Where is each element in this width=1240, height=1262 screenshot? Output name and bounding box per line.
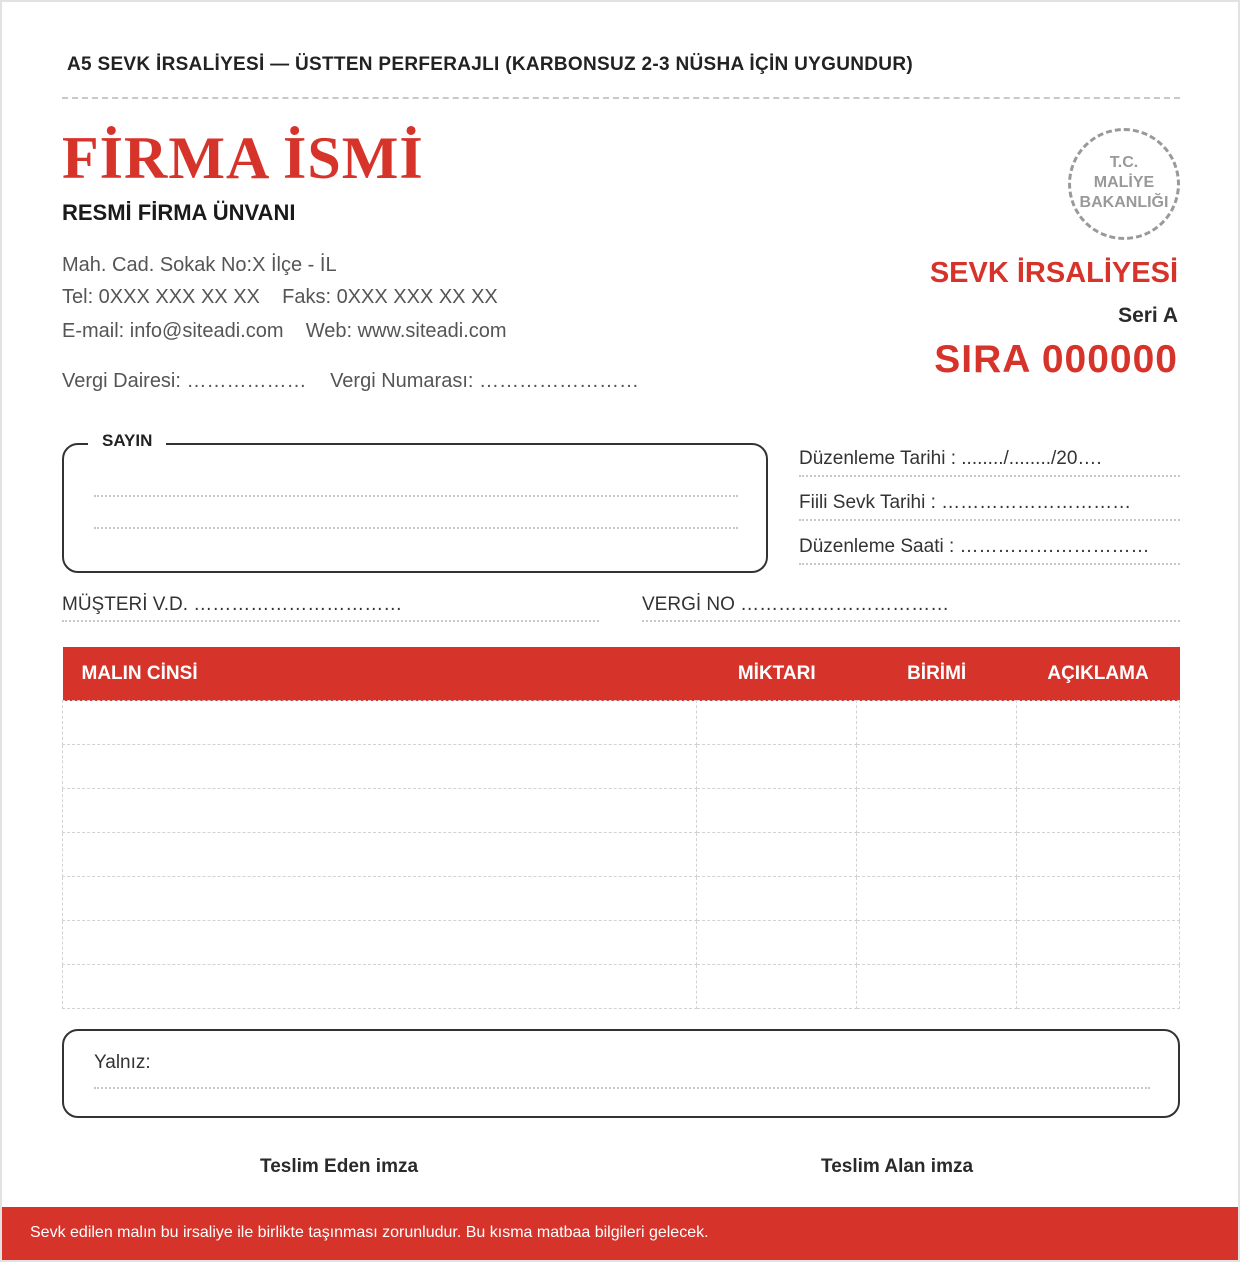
firm-tax-info <box>62 370 639 393</box>
footer-note: Sevk edilen malın bu irsaliye ile birlikte taşınması zorunludur. Bu kısma matbaa bilgileri gelecek. <box>30 1224 709 1241</box>
table-cell[interactable] <box>857 701 1017 745</box>
firm-name: FİRMA İSMİ <box>62 125 424 191</box>
table-cell[interactable] <box>1017 745 1180 789</box>
table-row <box>63 877 1180 921</box>
table-cell[interactable] <box>63 921 697 965</box>
recipient-label: SAYIN <box>88 431 166 451</box>
table-cell[interactable] <box>697 833 857 877</box>
issue-date-field[interactable]: Düzenleme Tarihi : ......../......../20…. <box>799 448 1180 477</box>
table-cell[interactable] <box>1017 789 1180 833</box>
firm-web: Web: www.siteadi.com <box>305 320 507 342</box>
table-cell[interactable] <box>857 789 1017 833</box>
firm-tax-number: Vergi Numarası: …………………… <box>330 370 640 392</box>
firm-tel: Tel: 0XXX XXX XX XX <box>62 286 260 308</box>
table-row <box>63 701 1180 745</box>
col-description: AÇIKLAMA <box>1017 647 1180 701</box>
col-goods-type: MALIN CİNSİ <box>63 647 697 701</box>
table-cell[interactable] <box>697 745 857 789</box>
amount-in-words-label: Yalnız: <box>94 1052 151 1073</box>
firm-email: E-mail: info@siteadi.com <box>62 320 284 342</box>
amount-in-words-box[interactable] <box>62 1029 1180 1118</box>
firm-fax: Faks: 0XXX XXX XX XX <box>282 286 498 308</box>
document-type: SEVK İRSALİYESİ <box>929 257 1178 289</box>
col-quantity: MİKTARI <box>697 647 857 701</box>
table-cell[interactable] <box>63 701 697 745</box>
table-row <box>63 745 1180 789</box>
table-cell[interactable] <box>697 789 857 833</box>
form-spec-title: A5 SEVK İRSALİYESİ — ÜSTTEN PERFERAJLI (KARBONSUZ 2-3 NÜSHA İÇİN UYGUNDUR) <box>67 54 913 75</box>
perforation-line <box>62 97 1180 99</box>
table-cell[interactable] <box>63 789 697 833</box>
ministry-stamp <box>1068 128 1180 240</box>
table-row <box>63 921 1180 965</box>
goods-table <box>62 647 1180 1009</box>
firm-phone-fax <box>62 286 498 309</box>
table-cell[interactable] <box>697 877 857 921</box>
goods-table-body <box>63 701 1180 1009</box>
shipment-date-field[interactable]: Fiili Sevk Tarihi : ………………………… <box>799 492 1180 521</box>
firm-tax-office: Vergi Dairesi: ……………… <box>62 370 307 392</box>
table-cell[interactable] <box>697 921 857 965</box>
deliverer-signature: Teslim Eden imza <box>260 1156 419 1177</box>
goods-table-header <box>63 647 1180 701</box>
table-cell[interactable] <box>857 833 1017 877</box>
table-cell[interactable] <box>63 965 697 1009</box>
table-cell[interactable] <box>63 745 697 789</box>
recipient-box[interactable] <box>62 431 768 573</box>
table-cell[interactable] <box>63 877 697 921</box>
stamp-line-3: BAKANLIĞI <box>1079 194 1169 211</box>
table-cell[interactable] <box>1017 877 1180 921</box>
customer-tax-no-field[interactable]: VERGİ NO …………………………… <box>642 594 1180 622</box>
table-cell[interactable] <box>1017 701 1180 745</box>
issue-time-field[interactable]: Düzenleme Saati : ………………………… <box>799 536 1180 565</box>
table-cell[interactable] <box>1017 921 1180 965</box>
firm-address: Mah. Cad. Sokak No:X İlçe - İL <box>62 254 337 276</box>
table-cell[interactable] <box>63 833 697 877</box>
table-cell[interactable] <box>1017 965 1180 1009</box>
table-cell[interactable] <box>857 877 1017 921</box>
firm-official-title: RESMİ FİRMA ÜNVANI <box>62 200 296 225</box>
amount-in-words-line[interactable] <box>94 1087 1150 1089</box>
table-cell[interactable] <box>857 921 1017 965</box>
table-cell[interactable] <box>697 701 857 745</box>
col-unit: BİRİMİ <box>857 647 1017 701</box>
stamp-line-2: MALİYE <box>1093 174 1155 191</box>
table-cell[interactable] <box>857 745 1017 789</box>
footer-bar <box>2 1207 1238 1260</box>
document-number: SIRA 000000 <box>934 338 1178 381</box>
stamp-line-1: T.C. <box>1109 154 1139 171</box>
recipient-line-1[interactable] <box>94 495 738 497</box>
table-cell[interactable] <box>857 965 1017 1009</box>
table-row <box>63 965 1180 1009</box>
receiver-signature: Teslim Alan imza <box>821 1156 974 1177</box>
document-series: Seri A <box>1118 304 1178 327</box>
table-cell[interactable] <box>697 965 857 1009</box>
table-row <box>63 789 1180 833</box>
customer-tax-office-field[interactable]: MÜŞTERİ V.D. …………………………… <box>62 594 599 622</box>
table-cell[interactable] <box>1017 833 1180 877</box>
recipient-line-2[interactable] <box>94 527 738 529</box>
firm-email-web <box>62 320 507 343</box>
table-row <box>63 833 1180 877</box>
